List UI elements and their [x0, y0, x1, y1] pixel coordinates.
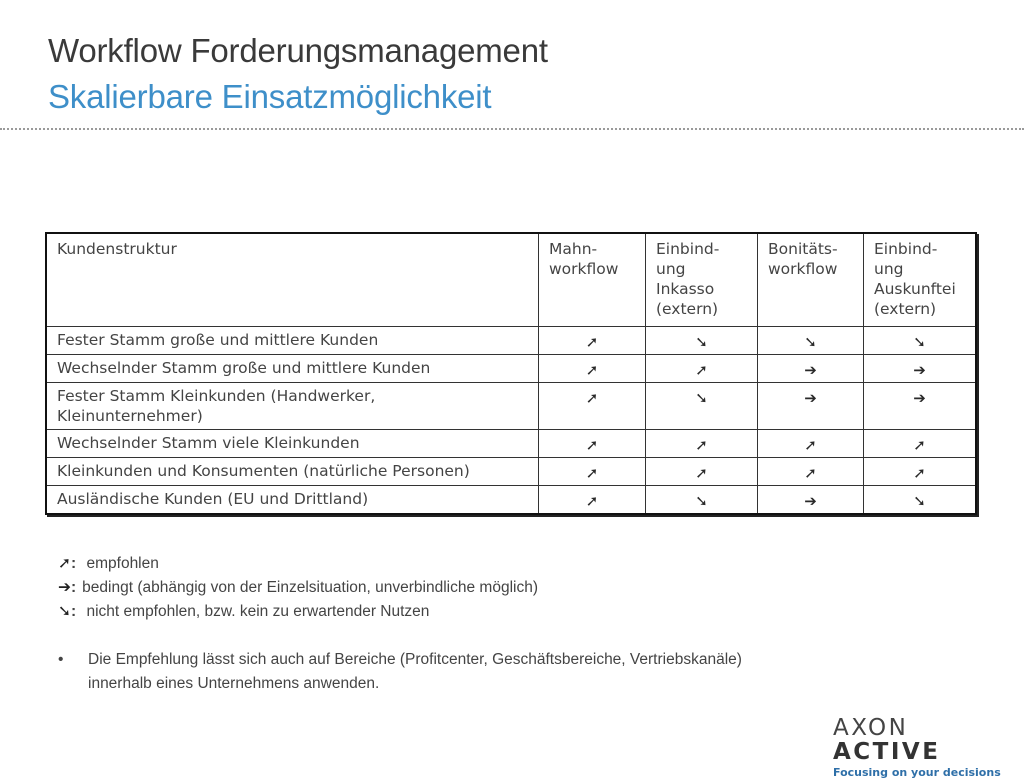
row-label	[46, 458, 539, 486]
legend-text: bedingt (abhängig von der Einzelsituation, unverbindliche möglich)	[82, 579, 538, 596]
arrow-right-icon: ➔	[758, 486, 864, 515]
arrow-up-right-icon: ➚	[646, 355, 758, 383]
page-title: Workflow Forderungsmanagement	[48, 32, 548, 69]
arrow-down-right-icon: ➘	[758, 327, 864, 355]
arrow-right-icon: ➔	[758, 383, 864, 430]
note-bullet	[58, 648, 898, 696]
header-bonitaetsworkflow	[758, 233, 864, 327]
arrow-up-right-icon: ➚	[864, 458, 977, 486]
legend-colon: :	[71, 579, 77, 596]
row-label-line: Fester Stamm große und mittlere Kunden	[57, 331, 379, 349]
logo-name-part2: ACTIVE	[833, 739, 941, 765]
legend-item-nicht-empfohlen	[58, 600, 538, 624]
header-line: Mahn-	[549, 240, 598, 258]
table-row	[46, 327, 976, 355]
row-label	[46, 430, 539, 458]
table-row	[46, 458, 976, 486]
arrow-up-right-icon: ➚	[58, 555, 71, 572]
arrow-up-right-icon: ➚	[539, 383, 646, 430]
recommendation-table	[45, 232, 977, 515]
arrow-up-right-icon: ➚	[758, 430, 864, 458]
row-label-line: Wechselnder Stamm viele Kleinkunden	[57, 434, 360, 452]
legend-colon: :	[71, 603, 77, 620]
logo-name	[833, 716, 1024, 764]
bullet-dot: •	[58, 651, 64, 668]
page-subtitle: Skalierbare Einsatzmöglichkeit	[48, 78, 492, 115]
arrow-down-right-icon: ➘	[646, 327, 758, 355]
header-line: Einbind-	[656, 240, 720, 258]
arrow-right-icon: ➔	[58, 579, 71, 596]
legend-text: empfohlen	[86, 555, 159, 572]
note-line: innerhalb eines Unternehmens anwenden.	[88, 675, 380, 692]
header-line: Kundenstruktur	[57, 240, 177, 258]
row-label-line: Fester Stamm Kleinkunden (Handwerker,	[57, 387, 376, 405]
header-line: Auskunftei	[874, 280, 956, 298]
header-inkasso	[646, 233, 758, 327]
legend	[58, 552, 538, 624]
dotted-divider	[0, 128, 1024, 130]
table-body	[46, 327, 976, 515]
table-row	[46, 486, 976, 515]
row-label-line: Wechselnder Stamm große und mittlere Kunden	[57, 359, 431, 377]
table-row	[46, 430, 976, 458]
header-line: ung	[874, 260, 904, 278]
header-mahnworkflow	[539, 233, 646, 327]
arrow-right-icon: ➔	[758, 355, 864, 383]
header-auskunftei	[864, 233, 977, 327]
header-line: workflow	[768, 260, 838, 278]
header-line: Inkasso	[656, 280, 715, 298]
arrow-up-right-icon: ➚	[646, 430, 758, 458]
header-line: (extern)	[656, 300, 719, 318]
header-line: (extern)	[874, 300, 937, 318]
header-line: Einbind-	[874, 240, 938, 258]
arrow-up-right-icon: ➚	[539, 458, 646, 486]
arrow-up-right-icon: ➚	[539, 355, 646, 383]
header-line: workflow	[549, 260, 619, 278]
arrow-down-right-icon: ➘	[864, 327, 977, 355]
note-line: Die Empfehlung lässt sich auch auf Bereiche (Profitcenter, Geschäftsbereiche, Vertriebskanäle)	[88, 651, 742, 668]
logo-tagline: Focusing on your decisions	[833, 766, 1001, 779]
arrow-right-icon: ➔	[864, 355, 977, 383]
legend-text: nicht empfohlen, bzw. kein zu erwartender Nutzen	[86, 603, 430, 620]
arrow-down-right-icon: ➘	[646, 383, 758, 430]
note-text	[88, 648, 898, 696]
arrow-up-right-icon: ➚	[539, 486, 646, 515]
header-kundenstruktur	[46, 233, 539, 327]
arrow-up-right-icon: ➚	[646, 458, 758, 486]
row-label	[46, 486, 539, 515]
row-label-line: Kleinunternehmer)	[57, 407, 203, 425]
row-label-line: Kleinkunden und Konsumenten (natürliche Personen)	[57, 462, 470, 480]
legend-item-bedingt	[58, 576, 538, 600]
arrow-up-right-icon: ➚	[864, 430, 977, 458]
header-line: ung	[656, 260, 686, 278]
arrow-down-right-icon: ➘	[58, 603, 71, 620]
table-row	[46, 383, 976, 430]
arrow-up-right-icon: ➚	[539, 327, 646, 355]
arrow-up-right-icon: ➚	[539, 430, 646, 458]
arrow-right-icon: ➔	[864, 383, 977, 430]
arrow-down-right-icon: ➘	[646, 486, 758, 515]
row-label	[46, 383, 539, 430]
legend-item-empfohlen	[58, 552, 538, 576]
axon-active-logo	[833, 716, 1024, 779]
table-header-row	[46, 233, 976, 327]
header-line: Bonitäts-	[768, 240, 838, 258]
legend-colon: :	[71, 555, 77, 572]
logo-name-part1: AXON	[833, 715, 909, 741]
row-label-line: Ausländische Kunden (EU und Drittland)	[57, 490, 369, 508]
arrow-up-right-icon: ➚	[758, 458, 864, 486]
table-row	[46, 355, 976, 383]
arrow-down-right-icon: ➘	[864, 486, 977, 515]
row-label	[46, 355, 539, 383]
row-label	[46, 327, 539, 355]
